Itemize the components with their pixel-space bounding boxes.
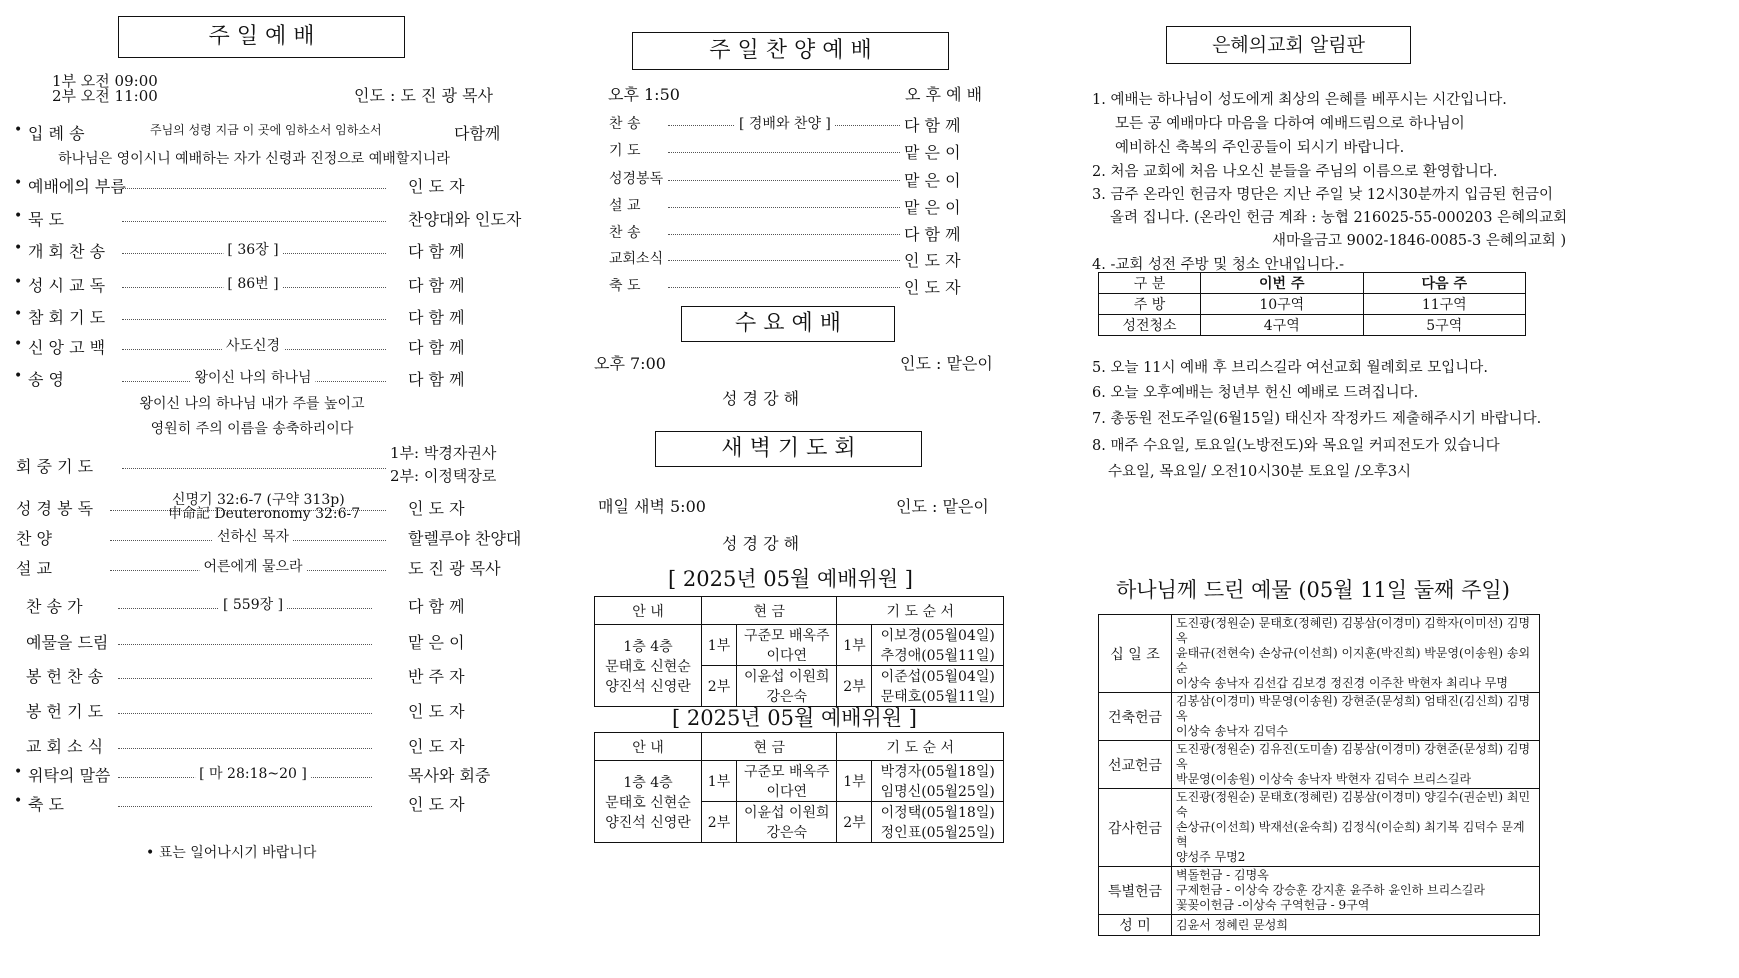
committee-title-1: [ 2025년 05월 예배위원 ]: [668, 567, 913, 591]
order-label: 성 시 교 독: [28, 276, 106, 295]
afternoon-label: 교회소식: [609, 251, 664, 267]
leader-line: [122, 188, 386, 189]
notice-line: 수요일, 목요일/ 오전10시30분 토요일 /오후3시: [1108, 464, 1412, 480]
notice-line: 새마을금고 9002-1846-0085-3 은혜의교회 ): [1272, 233, 1567, 249]
order-label: 예배에의 부름: [28, 177, 126, 196]
order-label: 묵 도: [28, 210, 64, 229]
wednesday-leader: 인도 : 맡은이: [900, 354, 993, 373]
wednesday-title: 수 요 예 배: [735, 311, 841, 336]
order-label: 개 회 찬 송: [28, 242, 106, 261]
order-detail: 하나님은 영이시니 예배하는 자가 신령과 진정으로 예배할지니라: [54, 148, 454, 168]
afternoon-label: 기 도: [609, 143, 641, 159]
th-offering: 현 금: [702, 597, 837, 625]
sunday-service-title-box: [118, 16, 405, 58]
offering-label: 십 일 조: [1099, 615, 1172, 693]
order-detail: 어른에게 물으라: [199, 556, 306, 576]
prayer-order-1: 이보경(05월04일) 추경애(05월11일): [872, 625, 1004, 666]
dawn-leader: 인도 : 맡은이: [896, 497, 989, 516]
service-leader: 인도 : 도 진 광 목사: [354, 86, 494, 105]
order-person: 다 함 께: [408, 370, 465, 389]
wednesday-title-box: [681, 306, 895, 342]
notice-line: 3. 금주 온라인 헌금자 명단은 지난 주일 낮 12시30분까지 입금된 헌금이: [1092, 187, 1554, 203]
offering-names: 도진광(정원순) 김유진(도미솔) 김봉삼(이경미) 강현준(문성희) 김명옥 박문영(이송원) 이상숙 송낙자 박현자 김덕수 브리스길라: [1172, 741, 1540, 789]
leader-line: [122, 221, 386, 222]
wednesday-time: 오후 7:00: [594, 354, 666, 373]
order-person: 다 함 께: [408, 308, 465, 327]
sunday-service-title: 주 일 예 배: [208, 24, 315, 49]
afternoon-person: 다 함 께: [904, 116, 961, 135]
th-guide: 안 내: [595, 597, 702, 625]
afternoon-detail: [ 경배와 찬양 ]: [735, 113, 835, 133]
afternoon-label: 설 교: [609, 198, 641, 214]
offering-label: 선교헌금: [1099, 741, 1172, 789]
leader-line: [118, 678, 372, 679]
order-person: 다 함 께: [408, 276, 465, 295]
committee-title-2: [ 2025년 05월 예배위원 ]: [672, 706, 917, 730]
th-prayer: 기 도 순 서: [837, 597, 1004, 625]
offering-table: [1098, 614, 1540, 936]
order-person: 도 진 광 목사: [408, 559, 501, 578]
reading-ref-en: 申命記 Deuteronomy 32:6-7: [168, 506, 361, 522]
order-person: 다 함 께: [408, 338, 465, 357]
order-detail: [ 559장 ]: [219, 594, 287, 614]
leader-line: [118, 806, 372, 807]
offering-row: [1099, 741, 1540, 789]
afternoon-person: 인 도 자: [904, 278, 961, 297]
bullet: •: [14, 175, 23, 191]
leader-line: [668, 287, 900, 288]
order-person: 다 함 께: [408, 597, 465, 616]
afternoon-service-name: 오 후 예 배: [905, 85, 983, 104]
prayer-order-2: 이준섭(05월04일) 문태호(05월11일): [872, 666, 1004, 707]
order-person: 인 도 자: [408, 499, 465, 518]
notice-line: 2. 처음 교회에 처음 나오신 분들을 주님의 이름으로 환영합니다.: [1092, 164, 1498, 180]
leader-line: [668, 152, 900, 153]
order-detail: 왕이신 나의 하나님: [190, 367, 315, 387]
notice-line: 1. 예배는 하나님이 성도에게 최상의 은혜를 베푸시는 시간입니다.: [1092, 92, 1507, 108]
order-detail: 영원히 주의 이름을 송축하리이다: [147, 418, 358, 438]
leader-line: [118, 748, 372, 749]
afternoon-label: 축 도: [609, 278, 641, 294]
bullet: •: [14, 122, 23, 138]
offering-names: 김봉삼(이경미) 박문영(이송원) 강현준(문성희) 엄태진(김신희) 김명옥 이상숙 송낙자 김덕수: [1172, 693, 1540, 741]
notice-line: 6. 오늘 오후예배는 청년부 헌신 예배로 드려집니다.: [1092, 385, 1419, 401]
order-label: 교 회 소 식: [26, 737, 104, 756]
service-time-2: 2부 오전 11:00: [52, 87, 158, 105]
committee-table-1: 안 내 현 금 기 도 순 서 1층 4층 문태호 신현순 양진석 신영란 1부 구준모 배옥주 이다연 1부 이보경(05월04일) 추경애(05월11일) 2부 이윤섭 이원희 강은숙 2부 이준섭(05월04일) 문태호(05월11일): [594, 596, 1004, 707]
offering-label: 건축헌금: [1099, 693, 1172, 741]
offering-label: 성 미: [1099, 915, 1172, 936]
order-person: 할렐루야 찬양대: [408, 529, 522, 548]
order-label: 찬 양: [16, 529, 52, 548]
notice-board-title-box: [1166, 26, 1411, 64]
prayer-1: 1부: 박경자권사: [390, 444, 497, 462]
reading-ref-ko: 신명기 32:6-7 (구약 313p): [172, 492, 345, 508]
guide-cell: 1층 4층 문태호 신현순 양진석 신영란: [595, 625, 702, 707]
leader-line: [118, 644, 372, 645]
order-label: 찬 송 가: [26, 597, 83, 616]
order-label: 송 영: [28, 370, 64, 389]
order-person: 반 주 자: [408, 667, 465, 686]
offering-label: 감사헌금: [1099, 789, 1172, 867]
leader-line: [118, 713, 372, 714]
afternoon-label: 성경봉독: [609, 171, 664, 187]
notice-line: 올려 집니다. (온라인 헌금 계좌 : 농협 216025-55-000203 은혜의교회: [1110, 210, 1568, 226]
leader-line: [668, 207, 900, 208]
afternoon-service-title-box: [632, 32, 949, 70]
offering-names: 김윤서 정혜린 문성희: [1172, 915, 1540, 936]
order-label: 봉 헌 찬 송: [26, 667, 104, 686]
order-person: 인 도 자: [408, 737, 465, 756]
notice-line: 모든 공 예배마다 마음을 다하여 예배드림으로 하나님이: [1115, 116, 1465, 132]
offering-title: 하나님께 드린 예물 (05월 11일 둘째 주일): [1116, 578, 1510, 602]
order-person: 목사와 회중: [408, 766, 491, 785]
order-person: 다 함 께: [408, 242, 465, 261]
service-time-1: 1부 오전 09:00: [52, 72, 158, 90]
afternoon-time: 오후 1:50: [608, 85, 680, 104]
notice-line: 7. 총동원 전도주일(6월15일) 태신자 작정카드 제출해주시기 바랍니다.: [1092, 411, 1542, 427]
order-person: 찬양대와 인도자: [408, 210, 522, 229]
bullet: •: [14, 764, 23, 780]
afternoon-person: 맡 은 이: [904, 171, 961, 190]
afternoon-service-title: 주 일 찬 양 예 배: [709, 38, 872, 63]
order-label: 위탁의 말씀: [28, 766, 111, 785]
offering-row: [1099, 615, 1540, 693]
leader-line: [122, 319, 386, 320]
order-person: 맡 은 이: [408, 633, 465, 652]
offering-names: 도진광(정원순) 문태호(정혜린) 김봉삼(이경미) 김학자(이미선) 김명옥 윤태규(전현숙) 손상규(이선희) 이지훈(박진희) 박문영(이송원) 송외순 이상숙 송낙자 김선갑 김보경 정진경 이주찬 박현자 최리나 무명: [1172, 615, 1540, 693]
order-label: 봉 헌 기 도: [26, 702, 104, 721]
offering-label: 특별헌금: [1099, 867, 1172, 915]
offering-1: 구준모 배옥주 이다연: [737, 625, 837, 666]
offering-names: 벽돌헌금 - 김명옥 구제헌금 - 이상숙 강승훈 강지훈 윤주하 윤인하 브리스길라 꽃꽂이헌금 -이상숙 구역헌금 - 9구역: [1172, 867, 1540, 915]
wednesday-bible-study: 성 경 강 해: [722, 389, 800, 408]
order-detail: 선하신 목자: [213, 526, 293, 546]
bullet: •: [14, 208, 23, 224]
order-label: 신 앙 고 백: [28, 338, 106, 357]
leader-line: [668, 260, 900, 261]
order-detail: [ 마 28:18~20 ]: [195, 763, 311, 783]
notice-line: 예비하신 축복의 주인공들이 되시기 바랍니다.: [1115, 140, 1405, 156]
order-label: 참 회 기 도: [28, 308, 106, 327]
order-label: 성 경 봉 독: [16, 499, 94, 518]
afternoon-label: 찬 송: [609, 116, 641, 132]
dawn-prayer-title-box: [655, 431, 922, 467]
bullet: •: [14, 336, 23, 352]
order-person: 인 도 자: [408, 795, 465, 814]
notice-line: 8. 매주 수요일, 토요일(노방전도)와 목요일 커피전도가 있습니다: [1092, 438, 1500, 454]
bullet: •: [14, 274, 23, 290]
afternoon-person: 다 함 께: [904, 225, 961, 244]
order-label: 예물을 드림: [26, 633, 109, 652]
order-detail: 주님의 성령 지금 이 곳에 임하소서 임하소서: [146, 121, 386, 138]
leader-line: [668, 180, 900, 181]
order-label: 회 중 기 도: [16, 457, 94, 476]
committee-table-2: 안 내 현 금 기 도 순 서 1층 4층 문태호 신현순 양진석 신영란 1부 구준모 배옥주 이다연 1부 박경자(05월18일) 임명신(05월25일) 2부 이윤섭 이원희 강은숙 2부 이정택(05월18일) 정인표(05월25일): [594, 732, 1004, 843]
leader-line: [122, 468, 386, 469]
order-detail: [ 86번 ]: [223, 273, 282, 293]
prayer-2: 2부: 이정택장로: [390, 467, 497, 485]
notice-line: 4. -교회 성전 주방 및 청소 안내입니다.-: [1092, 257, 1344, 273]
order-detail: [ 36장 ]: [223, 239, 282, 259]
offering-row: [1099, 915, 1540, 936]
guide-cell-2: 1층 4층 문태호 신현순 양진석 신영란: [595, 761, 702, 843]
leader-line: [668, 234, 900, 235]
offering-row: [1099, 867, 1540, 915]
offering-row: [1099, 693, 1540, 741]
order-person: 다함께: [454, 124, 501, 143]
order-person: 인 도 자: [408, 702, 465, 721]
dawn-bible-study: 성 경 강 해: [722, 534, 800, 553]
notice-line: 5. 오늘 11시 예배 후 브리스길라 여선교회 월례회로 모입니다.: [1092, 360, 1488, 376]
notice-board-title: 은혜의교회 알림판: [1212, 34, 1365, 56]
bullet: •: [14, 368, 23, 384]
afternoon-person: 맡 은 이: [904, 143, 961, 162]
order-label: 설 교: [16, 559, 52, 578]
standing-note: • 표는 일어나시기 바랍니다: [146, 845, 317, 861]
offering-2: 이윤섭 이원희 강은숙: [737, 666, 837, 707]
bullet: •: [14, 306, 23, 322]
dawn-prayer-title: 새 벽 기 도 회: [721, 436, 856, 461]
order-label: 입 례 송: [28, 124, 85, 143]
afternoon-person: 인 도 자: [904, 251, 961, 270]
bullet: •: [14, 240, 23, 256]
dawn-time: 매일 새벽 5:00: [598, 497, 706, 516]
offering-row: [1099, 789, 1540, 867]
cleaning-table: 구 분 이번 주 다음 주 주 방 10구역 11구역 성전청소 4구역 5구역: [1098, 272, 1526, 336]
afternoon-label: 찬 송: [609, 225, 641, 241]
order-person: 인 도 자: [408, 177, 465, 196]
offering-names: 도진광(정원순) 문태호(정혜린) 김봉삼(이경미) 양길수(권순빈) 최민숙 손상규(이선희) 박재선(윤숙희) 김정식(이순희) 최기복 김덕수 문계혁 양성주 무명2: [1172, 789, 1540, 867]
bullet: •: [14, 793, 23, 809]
order-label: 축 도: [28, 795, 64, 814]
order-detail: 사도신경: [222, 335, 284, 355]
afternoon-person: 맡 은 이: [904, 198, 961, 217]
order-detail: 왕이신 나의 하나님 내가 주를 높이고: [135, 393, 368, 413]
